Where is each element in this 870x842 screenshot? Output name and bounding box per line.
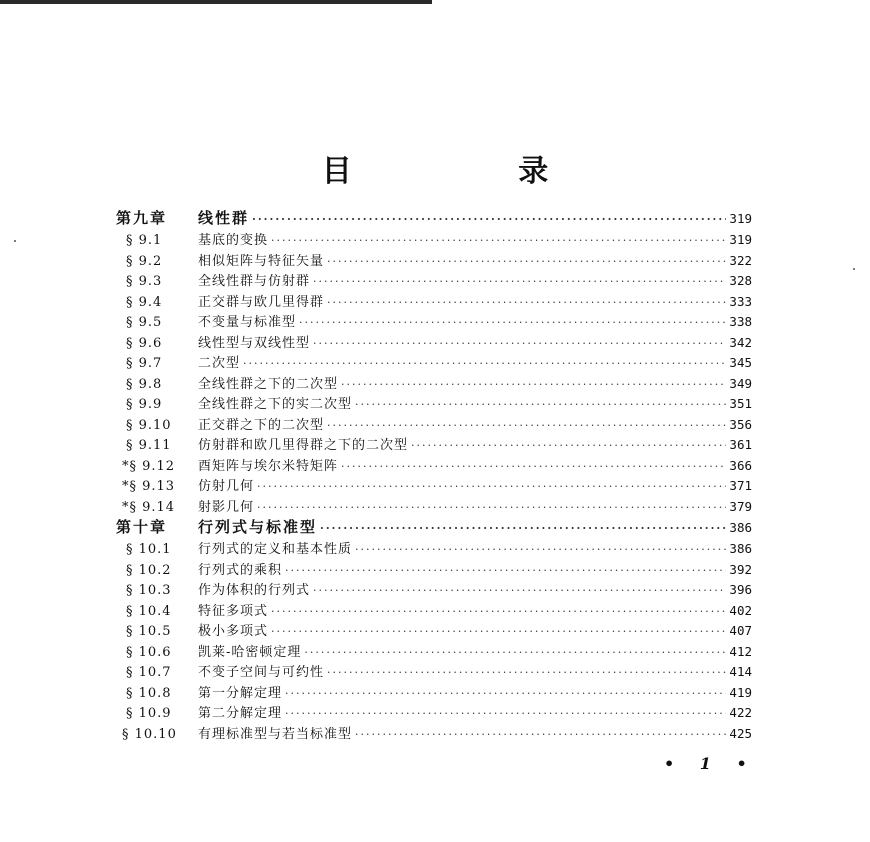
section-title: 仿射几何 xyxy=(198,479,255,494)
toc-section-row[interactable] xyxy=(112,620,752,641)
toc-section-row[interactable] xyxy=(112,538,752,559)
section-title: 正交群与欧几里得群 xyxy=(198,294,325,310)
page-ref: 319 xyxy=(729,211,752,226)
section-title: 线性型与双线性型 xyxy=(198,335,311,351)
section-number: § 10.9 xyxy=(126,706,172,721)
section-title: 第二分解定理 xyxy=(198,706,283,721)
toc-section-row[interactable] xyxy=(112,250,752,271)
section-number: *§ 9.12 xyxy=(122,458,176,474)
page-ref: 425 xyxy=(729,725,752,741)
scan-speck xyxy=(14,240,16,242)
page-ref: 356 xyxy=(729,416,752,432)
dot-leader xyxy=(313,275,726,288)
section-number: § 9.9 xyxy=(126,397,163,412)
toc-section-row[interactable] xyxy=(112,559,752,580)
page-ref: 361 xyxy=(729,437,752,452)
page-ref: 319 xyxy=(729,232,752,247)
section-title: 二次型 xyxy=(198,356,241,371)
toc-section-row[interactable] xyxy=(112,641,752,662)
page-ref: 342 xyxy=(729,334,752,350)
toc-section-row[interactable] xyxy=(112,373,752,394)
page-ref: 366 xyxy=(729,457,752,473)
scan-edge-bar xyxy=(0,0,432,4)
page-ref: 333 xyxy=(729,293,752,309)
dot-leader xyxy=(341,378,726,391)
section-title: 特征多项式 xyxy=(198,603,269,619)
dot-leader xyxy=(327,419,726,432)
page-ref: 386 xyxy=(729,520,752,535)
dot-leader xyxy=(313,337,726,350)
toc-section-row[interactable] xyxy=(112,702,752,723)
section-number: § 10.8 xyxy=(126,685,172,701)
section-number: 第九章 xyxy=(116,209,168,227)
dot-leader xyxy=(341,460,726,473)
section-number: § 10.1 xyxy=(126,542,172,557)
page-ref: 422 xyxy=(729,705,752,720)
section-number: 第十章 xyxy=(116,518,168,536)
section-number: § 10.3 xyxy=(126,583,172,598)
toc-section-row[interactable] xyxy=(112,434,752,455)
section-number: § 9.11 xyxy=(126,438,172,453)
page-ref: 322 xyxy=(729,252,752,268)
section-number: § 9.6 xyxy=(126,335,163,351)
toc-section-row[interactable] xyxy=(112,661,752,682)
page-ref: 338 xyxy=(729,314,752,329)
section-title: 相似矩阵与特征矢量 xyxy=(198,253,325,269)
dot-leader xyxy=(243,357,726,370)
section-title: 不变子空间与可约性 xyxy=(198,665,325,680)
toc-section-row[interactable] xyxy=(112,723,752,744)
section-title: 全线性群之下的实二次型 xyxy=(198,397,353,412)
dot-leader xyxy=(299,316,726,329)
page-ref: 402 xyxy=(729,602,752,618)
toc-section-row[interactable] xyxy=(112,291,752,312)
page-ref: 351 xyxy=(729,396,752,411)
section-number: § 10.10 xyxy=(122,726,177,742)
scan-speck xyxy=(853,268,855,270)
section-number: § 10.6 xyxy=(126,644,172,660)
table-of-contents xyxy=(112,207,752,743)
section-title: 凯莱-哈密顿定理 xyxy=(198,644,302,660)
section-title: 线性群 xyxy=(198,209,250,227)
section-title: 极小多项式 xyxy=(198,624,269,639)
dot-leader xyxy=(257,501,726,514)
dot-leader xyxy=(355,728,726,741)
section-number: *§ 9.13 xyxy=(122,479,176,494)
toc-section-row[interactable] xyxy=(112,270,752,291)
section-number: § 9.1 xyxy=(126,233,163,248)
dot-leader xyxy=(355,543,726,556)
section-title: 第一分解定理 xyxy=(198,685,283,701)
section-number: § 9.4 xyxy=(126,294,163,310)
section-title: 作为体积的行列式 xyxy=(198,583,311,598)
dot-leader xyxy=(271,605,726,618)
toc-section-row[interactable] xyxy=(112,414,752,435)
footer-page-number: • 1 • xyxy=(664,754,757,773)
dot-leader xyxy=(252,213,726,226)
page-ref: 345 xyxy=(729,355,752,370)
toc-section-row[interactable] xyxy=(112,393,752,414)
section-number: § 10.4 xyxy=(126,603,172,619)
section-title: 正交群之下的二次型 xyxy=(198,417,325,433)
section-title: 全线性群与仿射群 xyxy=(198,274,311,289)
dot-leader xyxy=(304,646,726,659)
section-number: § 9.5 xyxy=(126,315,163,330)
page-ref: 412 xyxy=(729,643,752,659)
dot-leader xyxy=(285,564,726,577)
page-ref: 407 xyxy=(729,623,752,638)
section-title: 全线性群之下的二次型 xyxy=(198,376,339,392)
page-ref: 392 xyxy=(729,561,752,577)
section-number: § 10.7 xyxy=(126,665,172,680)
toc-section-row[interactable] xyxy=(112,682,752,703)
page-ref: 371 xyxy=(729,478,752,493)
dot-leader xyxy=(327,255,726,268)
dot-leader xyxy=(327,296,726,309)
section-title: 行列式的定义和基本性质 xyxy=(198,542,353,557)
dot-leader xyxy=(313,584,726,597)
toc-section-row[interactable] xyxy=(112,311,752,332)
section-title: 射影几何 xyxy=(198,499,255,515)
dot-leader xyxy=(285,687,726,700)
page-ref: 386 xyxy=(729,541,752,556)
section-number: § 10.2 xyxy=(126,562,172,578)
section-number: § 9.7 xyxy=(126,356,163,371)
page-ref: 349 xyxy=(729,375,752,391)
toc-section-row[interactable] xyxy=(112,600,752,621)
section-title: 行列式与标准型 xyxy=(198,518,318,536)
dot-leader xyxy=(411,439,726,452)
toc-section-row[interactable] xyxy=(112,229,752,250)
toc-section-row[interactable] xyxy=(112,579,752,600)
section-number: § 9.10 xyxy=(126,417,172,433)
page-ref: 396 xyxy=(729,582,752,597)
dot-leader xyxy=(257,480,726,493)
section-title: 仿射群和欧几里得群之下的二次型 xyxy=(198,438,409,453)
toc-section-row[interactable] xyxy=(112,455,752,476)
section-number: § 9.3 xyxy=(126,274,163,289)
section-number: § 10.5 xyxy=(126,624,172,639)
section-number: § 9.2 xyxy=(126,253,163,269)
dot-leader xyxy=(285,707,726,720)
page-ref: 419 xyxy=(729,684,752,700)
section-title: 不变量与标准型 xyxy=(198,315,297,330)
dot-leader xyxy=(320,522,726,535)
page-ref: 414 xyxy=(729,664,752,679)
dot-leader xyxy=(327,666,726,679)
toc-section-row[interactable] xyxy=(112,496,752,517)
toc-chapter-row[interactable] xyxy=(112,207,752,229)
section-title: 酉矩阵与埃尔米特矩阵 xyxy=(198,458,339,474)
section-title: 有理标准型与若当标准型 xyxy=(198,726,353,742)
toc-section-row[interactable] xyxy=(112,352,752,373)
toc-section-row[interactable] xyxy=(112,475,752,496)
section-title: 基底的变换 xyxy=(198,233,269,248)
page-ref: 379 xyxy=(729,498,752,514)
toc-section-row[interactable] xyxy=(112,332,752,353)
section-number: *§ 9.14 xyxy=(122,499,176,515)
dot-leader xyxy=(271,234,726,247)
page-ref: 328 xyxy=(729,273,752,288)
section-title: 行列式的乘积 xyxy=(198,562,283,578)
page-title: 目 录 xyxy=(321,154,627,189)
toc-chapter-row[interactable] xyxy=(112,516,752,538)
dot-leader xyxy=(271,625,726,638)
dot-leader xyxy=(355,398,726,411)
section-number: § 9.8 xyxy=(126,376,163,392)
